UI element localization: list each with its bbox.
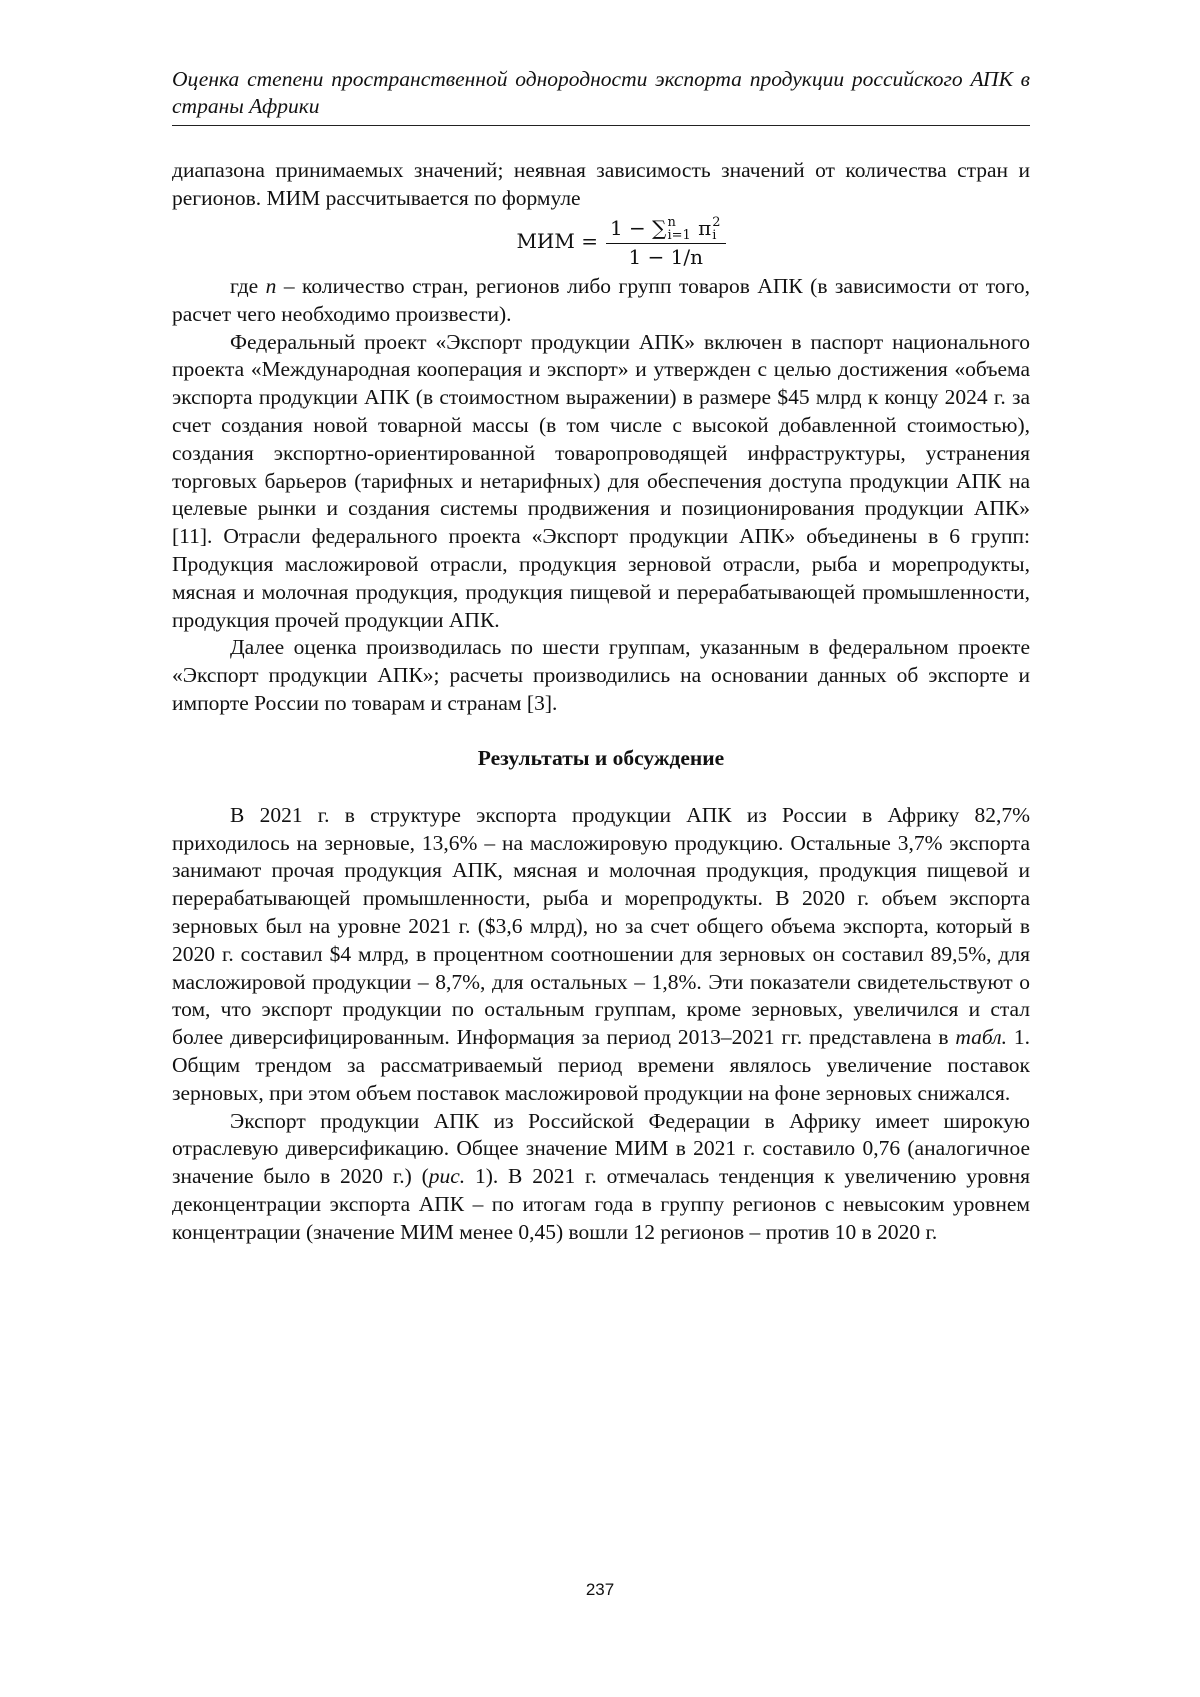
diversification-paragraph	[172, 1108, 1030, 1247]
term-sub: i	[712, 228, 717, 244]
results-text-2: 1. Общим трендом за рассматриваемый период времени являлось увеличение поставок зерновых, при этом объем поставок масложировой продукции на фоне зерновых снижался.	[172, 1025, 1031, 1105]
article-body	[172, 157, 1030, 1247]
where-variable: n	[265, 274, 277, 299]
term-sup: 2	[712, 215, 721, 231]
sum-lower: i=1	[667, 228, 691, 244]
results-paragraph	[172, 802, 1030, 1108]
numerator-term: π	[691, 215, 712, 240]
table-reference: табл.	[955, 1025, 1007, 1050]
formula-numerator	[606, 215, 726, 245]
figure-reference: рис.	[428, 1164, 466, 1189]
federal-project-paragraph: Федеральный проект «Экспорт продукции АПК» включен в паспорт национального проекта «Международная кооперация и экспорт» и утвержден с целью достижения «объема экспорта продукции АПК (в стоимостном выражении) в размере $45 млрд к концу 2024 г. за счет создания новой товарной массы (в том числе с высокой добавленной стоимостью), создания экспортно-ориентированной товаропроводящей инфраструктуры, устранения торговых барьеров (тарифных и нетарифных) для обеспечения доступа продукции АПК на целевые рынки и создания системы продвижения и позиционирования продукции АПК» [11]. Отрасли федерального проекта «Экспорт продукции АПК» объединены в 6 групп: Продукция масложировой отрасли, продукция зерновой отрасли, рыба и морепродукты, мясная и молочная продукция, продукция пищевой и перерабатывающей промышленности, продукция прочей продукции АПК.	[172, 329, 1030, 632]
numerator-start: 1 − ∑	[609, 215, 667, 240]
section-title: Результаты и обсуждение	[477, 745, 725, 770]
diversification-text-2: 1). В 2021 г. отмечалась тенденция к увеличению уровня деконцентрации экспорта АПК – по итогам года в группу регионов с невысоким уровнем концентрации (значение МИМ менее 0,45) вошли 12 регионов – против 10 в 2020 г.	[172, 1164, 1030, 1244]
page-number: 237	[585, 1580, 615, 1599]
page-content	[172, 66, 1030, 1247]
where-rest: – количество стран, регионов либо групп товаров АПК (в зависимости от того, расчет чего необходимо произвести).	[172, 274, 1030, 326]
diversification-text-1: Экспорт продукции АПК из Российской Федерации в Африку имеет широкую отраслевую диверсификацию. Общее значение МИМ в 2021 г. составило 0,76 (аналогичное значение было в 2020 г.) (	[172, 1108, 1030, 1189]
mim-formula	[172, 215, 1030, 270]
sum-upper: n	[667, 215, 676, 231]
term-indices	[712, 216, 720, 242]
groups-paragraph: Далее оценка производилась по шести группам, указанным в федеральном проекте «Экспорт продукции АПК»; расчеты производились на основании данных об экспорте и импорте России по товарам и странам [3].	[172, 635, 1030, 716]
formula-lhs: МИМ =	[516, 228, 598, 253]
where-lead: где	[230, 274, 266, 299]
sum-limits	[667, 216, 690, 242]
running-head: Оценка степени пространственной однородности экспорта продукции российского АПК в страны Африки	[172, 66, 1030, 126]
intro-paragraph: диапазона принимаемых значений; неявная зависимость значений от количества стран и регионов. МИМ рассчитывается по формуле	[172, 158, 1030, 210]
results-text-1: В 2021 г. в структуре экспорта продукции АПК из России в Африку 82,7% приходилось на зерновые, 13,6% – на масложировую продукцию. Остальные 3,7% экспорта занимают прочая продукция АПК, мясная и молочная продукция, продукция пищевой и перерабатывающей промышленности, рыба и морепродукты. В 2020 г. объем экспорта зерновых был на уровне 2021 г. ($3,6 млрд), но за счет общего объема экспорта, который в 2020 г. составил $4 млрд, в процентном соотношении для зерновых он составил 89,5%, для масложировой продукции – 8,7%, для остальных – 1,8%. Эти показатели свидетельствуют о том, что экспорт продукции по остальным группам, кроме зерновых, увеличился и стал более диверсифицированным. Информация за период 2013–2021 гг. представлена в	[172, 802, 1030, 1050]
formula-denominator: 1 − 1/n	[628, 245, 704, 270]
where-paragraph	[172, 273, 1030, 329]
formula-fraction	[606, 215, 726, 270]
